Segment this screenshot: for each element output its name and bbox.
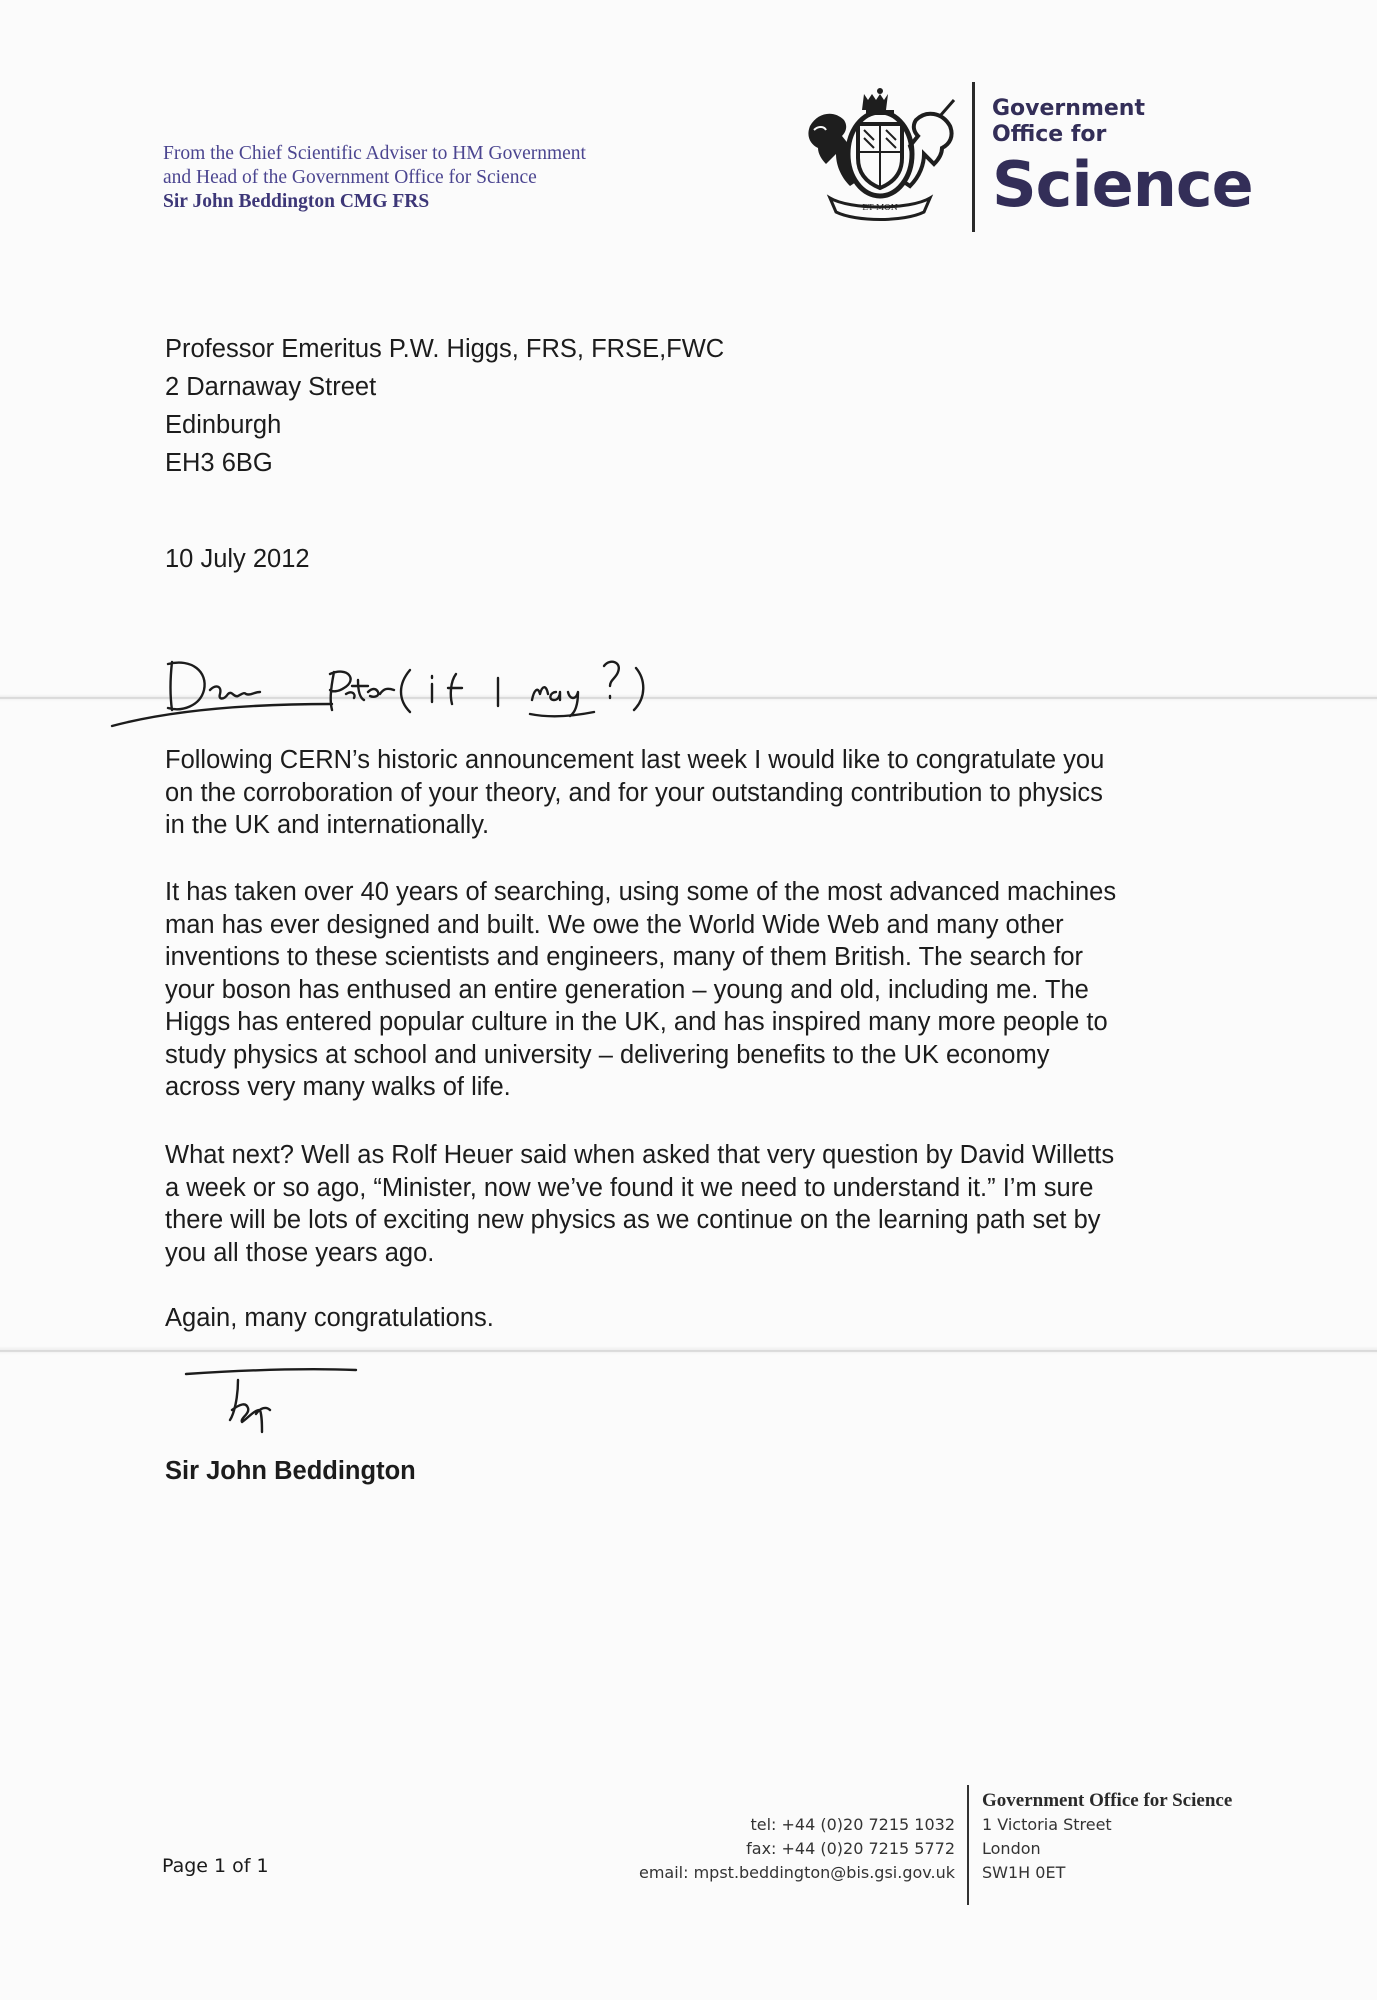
paragraph-line: your boson has enthused an entire generation – young and old, including me. The — [165, 975, 1089, 1004]
body-paragraph — [165, 1139, 1225, 1269]
logo-divider — [972, 82, 975, 232]
handwritten-salutation — [110, 640, 750, 730]
recipient-line: 2 Darnaway Street — [165, 373, 377, 401]
paragraph-line: across very many walks of life. — [165, 1073, 511, 1101]
letter-date: 10 July 2012 — [165, 545, 310, 573]
paragraph-line: a week or so ago, “Minister, now we’ve found it we need to understand it.” I’m sure — [165, 1173, 1094, 1202]
paragraph-line: there will be lots of exciting new physics as we continue on the learning path set by — [165, 1206, 1101, 1234]
sender-name: Sir John Beddington CMG FRS — [163, 191, 430, 212]
address-line: 1 Victoria Street — [982, 1815, 1112, 1834]
paper-fold-line — [0, 1350, 1377, 1352]
office-name: Government Office for Science — [982, 1790, 1233, 1811]
recipient-line: Edinburgh — [165, 411, 282, 439]
signatory-name: Sir John Beddington — [165, 1457, 416, 1485]
body-paragraph — [165, 744, 1225, 842]
recipient-line: EH3 6BG — [165, 449, 273, 477]
body-paragraph — [165, 1302, 1225, 1335]
sender-line: and Head of the Government Office for Science — [163, 167, 537, 188]
footer-divider — [967, 1785, 969, 1905]
body-paragraph — [165, 876, 1225, 1104]
paragraph-line: man has ever designed and built. We owe the World Wide Web and many other — [165, 910, 1064, 939]
paragraph-line: Again, many congratulations. — [165, 1304, 494, 1332]
paragraph-line: It has taken over 40 years of searching, using some of the most advanced machines — [165, 878, 1117, 906]
page-number: Page 1 of 1 — [162, 1855, 269, 1877]
sender-block — [163, 142, 683, 214]
royal-coat-of-arms-icon — [800, 86, 960, 226]
logo-line: Government — [992, 96, 1145, 121]
handwritten-signature — [180, 1360, 370, 1440]
crest-motto: ET MON — [862, 203, 898, 212]
paragraph-line: Following CERN’s historic announcement last week I would like to congratulate you — [165, 746, 1105, 774]
paragraph-line: Higgs has entered popular culture in the UK, and has inspired many more people to — [165, 1008, 1108, 1036]
office-address — [982, 1789, 1232, 1885]
logo-wordmark: Science — [992, 148, 1253, 221]
contact-block — [639, 1813, 955, 1885]
paragraph-line: on the corroboration of your theory, and for your outstanding contribution to physics — [165, 778, 1103, 807]
paragraph-line: in the UK and internationally. — [165, 811, 490, 839]
paragraph-line: inventions to these scientists and engineers, many of them British. The search for — [165, 943, 1083, 971]
go-science-logo — [992, 96, 1253, 221]
paragraph-line: study physics at school and university – delivering benefits to the UK economy — [165, 1040, 1050, 1069]
fax: fax: +44 (0)20 7215 5772 — [746, 1839, 955, 1858]
telephone: tel: +44 (0)20 7215 1032 — [750, 1815, 955, 1834]
recipient-address — [165, 330, 1225, 482]
address-line: SW1H 0ET — [982, 1863, 1066, 1882]
address-line: London — [982, 1839, 1041, 1858]
email-address: email: mpst.beddington@bis.gsi.gov.uk — [638, 1863, 955, 1882]
logo-line: Office for — [992, 122, 1107, 147]
sender-line: From the Chief Scientific Adviser to HM Government — [163, 143, 586, 164]
paragraph-line: What next? Well as Rolf Heuer said when asked that very question by David Willetts — [165, 1141, 1115, 1169]
paragraph-line: you all those years ago. — [165, 1238, 435, 1267]
recipient-line: Professor Emeritus P.W. Higgs, FRS, FRSE,FWC — [165, 335, 725, 363]
